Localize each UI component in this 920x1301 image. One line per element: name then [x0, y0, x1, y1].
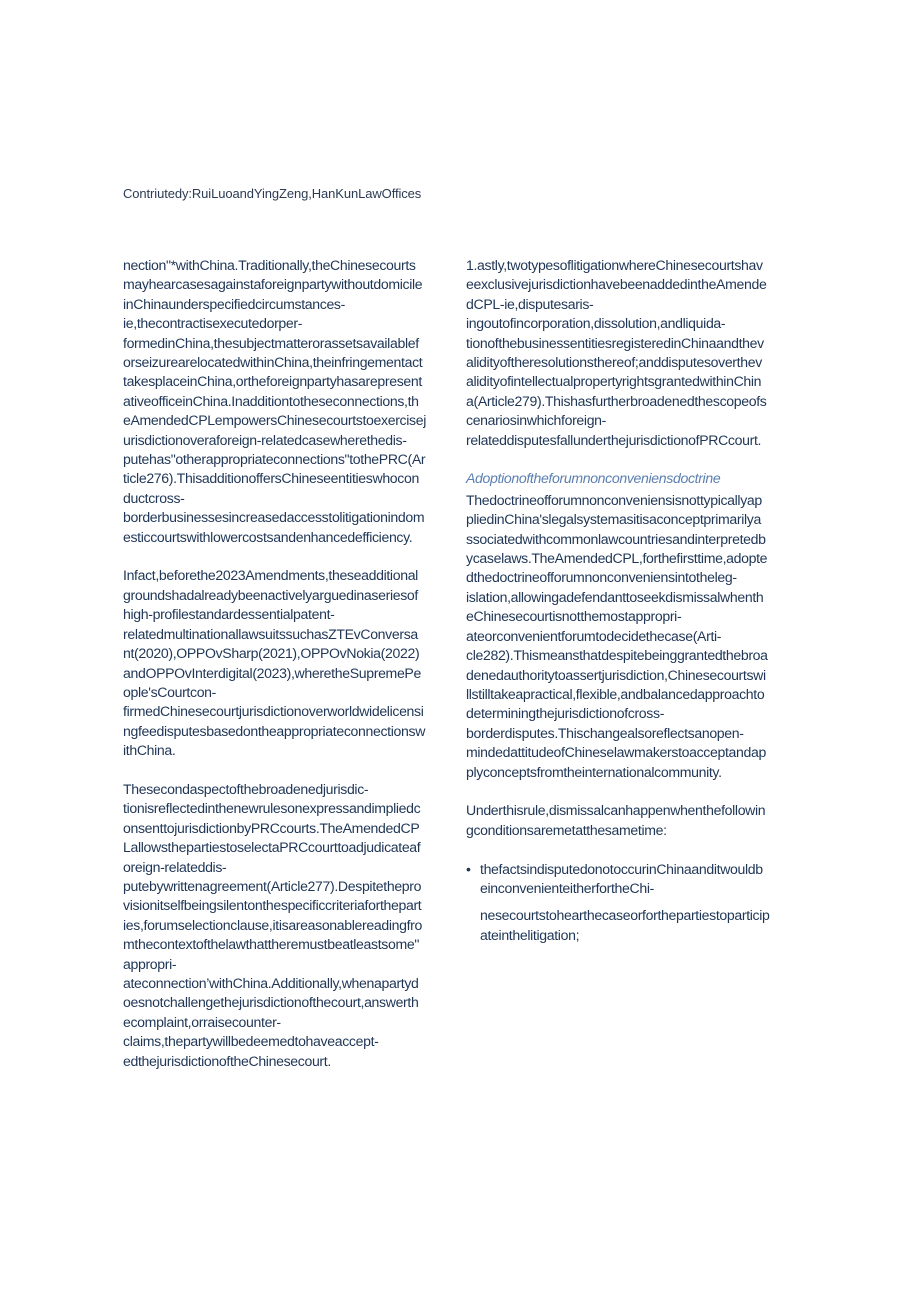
text-line: appropri-	[123, 955, 177, 972]
bullet-gap	[466, 898, 799, 906]
paragraph-gap	[123, 547, 456, 566]
text-line: Thedoctrineofforumnonconveniensisnottypicallyap	[466, 491, 762, 508]
text-line: thefactsindisputedonotoccurinChinaanditwouldb	[480, 860, 763, 877]
text-line: andOPPOvInterdigital(2023),wheretheSupremePe	[123, 664, 421, 681]
bullet-item	[466, 860, 799, 879]
text-line: oreign-relateddis-	[123, 858, 227, 875]
text-line: ativeofficeinChina.Inadditiontotheseconnections,th	[123, 392, 419, 409]
paragraph-gap	[123, 761, 456, 780]
text-line: ductcross-	[123, 489, 185, 506]
text-line: nection"*withChina.Traditionally,theChinesecourts	[123, 257, 416, 273]
text-line: ateinthelitigation;	[480, 926, 580, 943]
text-line: high-profilestandardessentialpatent-	[123, 606, 335, 623]
text-line: LallowsthepartiestoselectaPRCcourttoadjudicateaf	[123, 839, 421, 856]
text-line: eexclusivejurisdictionhavebeenaddedintheAmende	[466, 276, 767, 293]
text-line: firmedChinesecourtjurisdictionoverworldwidelicensi	[123, 703, 424, 720]
text-line: onsenttojurisdictionbyPRCcourts.TheAmendedCP	[123, 819, 420, 836]
text-line: nesecourtstohearthecaseorforthepartiestoparticip	[480, 907, 770, 924]
paragraph-conditions-intro	[466, 801, 799, 840]
text-line: mayhearcasesagainstaforeignpartywithoutdomicile	[123, 276, 423, 293]
text-line: eChinesecourtisnotthemostappropri-	[466, 608, 682, 625]
text-line: ie,thecontractisexecutedorper-	[123, 315, 303, 332]
text-line: 1.astly,twotypesoflitigationwhereChinesecourtshav	[466, 257, 763, 273]
text-line: einconvenienteitherfortheChi-	[480, 879, 654, 896]
text-line: mindedattitudeofChineselawmakerstoacceptandap	[466, 744, 766, 761]
text-line: eAmendedCPLempowersChinesecourtstoexercisej	[123, 412, 427, 429]
text-line: cenariosinwhichforeign-	[466, 412, 607, 429]
text-line: ithChina.	[123, 742, 176, 759]
text-line: plyconceptsfromtheinternationalcommunity.	[466, 763, 722, 780]
text-line: nt(2020),OPPOvSharp(2021),OPPOvNokia(2022)	[123, 645, 420, 662]
left-column	[123, 256, 456, 1071]
text-line: dCPL-ie,disputesaris-	[466, 295, 594, 312]
text-line: denedauthoritytoassertjurisdiction,Chinesecourtswi	[466, 666, 766, 683]
text-line: esticcourtswithlowercostsandenhancedefficiency.	[123, 528, 413, 545]
text-line: ngfeedisputesbasedontheappropriateconnectionsw	[123, 722, 426, 739]
text-line: dthedoctrineofforumnonconveniensintotheleg-	[466, 569, 737, 586]
text-line: borderbusinessesincreasedaccesstolitigationindom	[123, 509, 425, 526]
text-line: urisdictionoveraforeign-relatedcasewherethedis-	[123, 431, 407, 448]
text-line: formedinChina,thesubjectmatterorassetsavailablef	[123, 334, 419, 351]
text-line: takesplaceinChina,ortheforeignpartyhasarepresent	[123, 373, 422, 390]
section-subheading: Adoptionoftheforumnonconveniensdoctrine	[466, 470, 721, 487]
text-line: Infact,beforethe2023Amendments,theseadditional	[123, 567, 418, 584]
text-line: putebywrittenagreement(Article277).Despitethepro	[123, 877, 422, 894]
text-line: llstilltakeapractical,flexible,andbalancedapproachto	[466, 685, 765, 702]
text-line: relatedmultinationallawsuitssuchasZTEvConversa	[123, 625, 418, 642]
paragraph-jurisdiction-connections	[123, 256, 456, 547]
bullet-marker: •	[466, 860, 471, 877]
text-line: ticle276).ThisadditionoffersChineseentitieswhocon	[123, 470, 419, 487]
text-line: ycaselaws.TheAmendedCPL,forthefirsttime,adopte	[466, 550, 768, 567]
text-line: cle282).Thismeansthatdespitebeinggrantedthebroa	[466, 647, 768, 664]
text-line: tionisreflectedinthenewrulesonexpressandimpliedc	[123, 800, 421, 817]
text-line: orseizurearelocatedwithinChina,theinfringementact	[123, 354, 423, 371]
text-line: islation,allowingadefendanttoseekdismissalwhenth	[466, 588, 764, 605]
paragraph-forum-non-conveniens	[466, 491, 799, 782]
text-line: relateddisputesfallunderthejurisdictionofPRCcourt.	[466, 431, 762, 448]
text-line: edthejurisdictionoftheChinesecourt.	[123, 1052, 331, 1069]
paragraph-gap	[466, 450, 799, 469]
text-line: putehas"otherappropriateconnections"tothePRC(Ar	[123, 451, 426, 468]
paragraph-sep-lawsuits	[123, 566, 456, 760]
text-line: Underthisrule,dismissalcanhappenwhenthefollowin	[466, 802, 766, 819]
text-line: determiningthejurisdictionofcross-	[466, 705, 665, 722]
bullet-list	[466, 860, 799, 946]
text-line: ssociatedwithcommonlawcountriesandinterpretedb	[466, 530, 766, 547]
text-line: gconditionsaremetatthesametime:	[466, 821, 667, 838]
paragraph-exclusive-jurisdiction	[466, 256, 799, 450]
text-line: inChinaunderspecifiedcircumstances-	[123, 295, 345, 312]
paragraph-gap	[466, 782, 799, 801]
text-line: ateconnection’withChina.Additionally,whenapartyd	[123, 975, 419, 991]
text-line: claims,thepartywillbedeemedtohaveaccept-	[123, 1033, 379, 1050]
text-line: oesnotchallengethejurisdictionofthecourt,answerth	[123, 994, 419, 1011]
text-line: alidityofintellectualpropertyrightsgrantedwithinChin	[466, 373, 762, 390]
text-line: pliedinChina'slegalsystemasitisaconceptprimarilya	[466, 511, 761, 528]
text-line: visionitselfbeingsilentonthespecificcriteriaforthepart	[123, 897, 422, 914]
text-line: ople'sCourtcon-	[123, 683, 217, 700]
right-column	[466, 256, 799, 945]
text-line: ateorconvenientforumtodecidethecase(Arti-	[466, 627, 722, 644]
paragraph-gap	[466, 840, 799, 859]
text-line: tionofthebusinessentitiesregisteredinChinaandthev	[466, 334, 764, 351]
text-line: Thesecondaspectofthebroadenedjurisdic-	[123, 780, 369, 797]
text-line: ies,forumselectionclause,itisareasonablereadingfro	[123, 916, 423, 933]
text-line: groundshadalreadybeenactivelyarguedinaseriesof	[123, 586, 418, 603]
text-line: mthecontextofthelawthattheremustbeatleastsome"	[123, 936, 420, 953]
text-line: ecomplaint,orraisecounter-	[123, 1013, 281, 1030]
text-line: alidityoftheresolutionsthereof;anddisputesoverthev	[466, 354, 762, 371]
paragraph-consent-jurisdiction	[123, 780, 456, 1071]
text-line: ingoutofincorporation,dissolution,andliquida-	[466, 315, 726, 332]
text-line: a(Article279).Thishasfurtherbroadenedthescopeofs	[466, 392, 767, 409]
byline: Contriutedy:RuiLuoandYingZeng,HanKunLawOffices	[123, 186, 422, 201]
text-line: borderdisputes.Thischangealsoreflectsanopen-	[466, 724, 744, 741]
